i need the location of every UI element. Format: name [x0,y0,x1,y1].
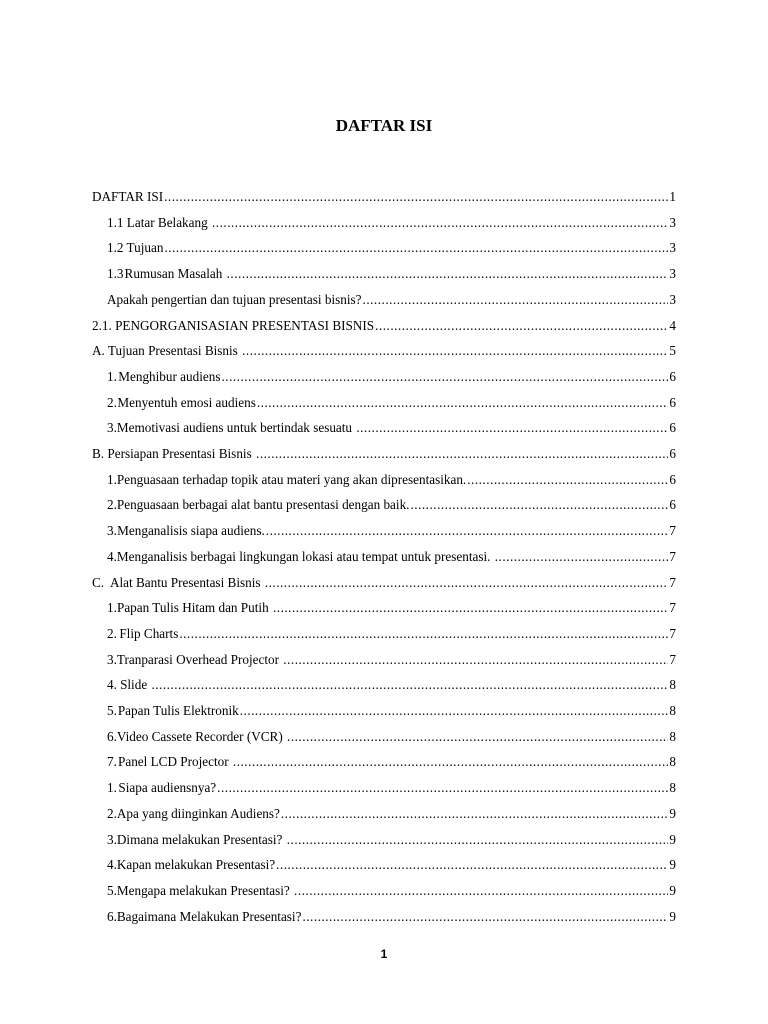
toc-entry-page: 9 [669,831,676,847]
toc-leader-dots [257,394,669,412]
toc-entry-page: 8 [669,754,676,770]
toc-leader-dots [294,882,668,900]
toc-entry-page: 3 [669,240,676,256]
toc-leader-dots [242,342,668,360]
toc-entry[interactable] [107,625,676,643]
toc-entry[interactable] [107,856,676,874]
page-title: DAFTAR ISI [335,116,433,135]
toc-entry-number: 7. [107,754,117,770]
toc-entry-number: 4. [107,677,117,693]
toc-entry[interactable] [92,574,676,592]
toc-leader-dots [302,908,668,926]
toc-leader-dots [212,214,668,232]
toc-entry-label: Flip Charts [119,625,179,641]
toc-entry[interactable] [107,496,676,514]
toc-entry-label: Menyentuh emosi audiens [117,394,256,410]
toc-leader-dots [375,317,668,335]
toc-entry-label: Papan Tulis Hitam dan Putih [116,600,272,616]
toc-entry[interactable] [107,548,676,566]
toc-entry-page: 3 [669,266,676,282]
toc-entry[interactable] [107,882,676,900]
toc-entry[interactable] [107,522,676,540]
toc-entry[interactable] [107,214,676,232]
toc-entry-label: Kapan melakukan Presentasi? [116,857,276,873]
toc-entry-number: 5. [107,703,117,718]
toc-entry[interactable] [92,188,676,206]
toc-entry-label: Bagaimana Melakukan Presentasi? [116,908,302,924]
toc-entry-number: 1. [107,368,117,384]
toc-leader-dots [467,471,668,489]
toc-entry-number: 3. [107,831,117,847]
toc-entry-label: Penguasaan terhadap topik atau materi yang akan dipresentasikan. [116,471,467,487]
toc-leader-dots [276,856,668,874]
toc-leader-dots [495,548,669,566]
toc-entry-page: 9 [669,857,676,873]
toc-leader-dots [233,753,669,771]
toc-entry[interactable] [107,753,676,771]
toc-entry[interactable] [107,394,676,412]
toc-entry-page: 6 [669,394,676,410]
toc-entry-number: 4. [107,548,117,564]
toc-leader-dots [240,702,669,720]
toc-entry-number: 4. [107,857,117,873]
toc-leader-dots [287,728,668,746]
toc-entry[interactable] [92,317,676,335]
toc-leader-dots [265,574,669,592]
toc-leader-dots [151,676,668,694]
toc-leader-dots [281,805,669,823]
toc-entry[interactable] [92,342,676,360]
toc-entry-number: 5. [107,882,117,898]
toc-entry-label: Menganalisis berbagai lingkungan lokasi atau tempat untuk presentasi. [116,548,494,564]
toc-entry-page: 3 [669,291,676,307]
toc-entry-page: 7 [669,625,676,641]
toc-leader-dots [266,522,669,540]
toc-entry[interactable] [107,831,676,849]
toc-entry-page: 5 [669,343,676,359]
toc-entry[interactable] [107,368,676,386]
toc-entry[interactable] [107,805,676,823]
toc-entry-label: Siapa audiensnya? [118,780,217,796]
toc-entry-page: 6 [669,497,676,513]
toc-entry-label: Apa yang diinginkan Audiens? [116,805,280,821]
toc-entry-label: A. Tujuan Presentasi Bisnis [92,343,242,359]
toc-entry-page: 7 [669,600,676,616]
toc-leader-dots [217,779,668,797]
toc-entry[interactable] [107,676,676,694]
toc-entry-number: 2. [107,625,117,641]
toc-entry-label: Mengapa melakukan Presentasi? [116,882,294,898]
toc-entry-label: 1.2 Tujuan [107,240,164,256]
toc-entry-page: 6 [669,471,676,487]
toc-entry-number: 1. [107,600,117,616]
toc-entry-page: 7 [669,651,676,667]
toc-leader-dots [164,239,668,257]
toc-entry-label: DAFTAR ISI [92,189,164,204]
toc-entry[interactable] [107,419,676,437]
toc-entry-label: Panel LCD Projector [118,754,232,770]
toc-entry-label: Menganalisis siapa audiens. [117,523,265,539]
toc-entry-page: 8 [669,780,676,796]
toc-entry-number: 2. [107,805,117,821]
toc-entry-label: 2.1. PENGORGANISASIAN PRESENTASI BISNIS [92,317,375,333]
toc-entry[interactable] [107,239,676,257]
toc-leader-dots [221,368,668,386]
toc-entry[interactable] [107,471,676,489]
toc-entry[interactable] [107,728,676,746]
toc-entry-label: Apakah pengertian dan tujuan presentasi bisnis? [107,291,362,307]
toc-entry-label: 1.1 Latar Belakang [107,214,211,230]
toc-entry[interactable] [107,779,676,797]
toc-entry-page: 9 [669,908,676,924]
toc-entry-label: Video Cassete Recorder (VCR) [116,728,287,744]
toc-entry[interactable] [107,599,676,617]
toc-entry-page: 4 [669,317,676,333]
toc-entry-label: Slide [120,677,151,693]
toc-entry-label: Penguasaan berbagai alat bantu presentasi dengan baik. [116,497,410,513]
toc-entry[interactable] [107,291,676,309]
toc-entry-page: 1 [669,189,676,204]
toc-entry-number: 3. [107,523,117,539]
toc-entry-page: 7 [669,548,676,564]
toc-entry-number: 1. [107,780,117,796]
toc-entry[interactable] [107,702,676,720]
toc-leader-dots [164,188,668,206]
toc-entry-label: C. Alat Bantu Presentasi Bisnis [92,574,264,590]
toc-entry-label: Dimana melakukan Presentasi? [116,831,286,847]
toc-entry-page: 3 [669,214,676,230]
toc-entry-number: 3. [107,420,117,436]
toc-entry-page: 8 [669,677,676,693]
toc-entry-number: 2. [107,394,117,410]
toc-entry-page: 9 [669,882,676,898]
toc-leader-dots [287,831,669,849]
toc-entry-label: Memotivasi audiens untuk bertindak sesuatu [116,420,356,436]
toc-entry-number: 2. [107,497,117,513]
toc-entry-page: 6 [669,420,676,436]
toc-entry-page: 7 [669,523,676,539]
toc-entry[interactable] [107,908,676,926]
toc-leader-dots [273,599,668,617]
toc-entry-label: Tranparasi Overhead Projector [116,651,283,667]
toc-entry-page: 8 [669,728,676,744]
toc-leader-dots [179,625,668,643]
toc-leader-dots [363,291,669,309]
toc-entry-label: Papan Tulis Elektronik [117,703,239,718]
toc-entry-page: 8 [669,703,676,718]
toc-leader-dots [356,419,668,437]
toc-entry-label: B. Persiapan Presentasi Bisnis [92,446,256,461]
toc-entry-number: 6. [107,908,117,924]
toc-leader-dots [283,651,668,669]
toc-entry[interactable] [107,651,676,669]
toc-entry-page: 6 [669,368,676,384]
toc-entry-label: Menghibur audiens [118,368,221,384]
toc-entry-page: 7 [669,574,676,590]
toc-leader-dots [227,265,669,283]
page-number-footer: 1 [380,947,388,961]
toc-entry-page: 9 [669,805,676,821]
toc-leader-dots [256,445,668,463]
toc-entry-page: 6 [669,446,676,461]
toc-entry-number: 1. [107,471,117,487]
toc-entry[interactable] [92,445,676,463]
toc-leader-dots [410,496,668,514]
toc-entry[interactable] [107,265,676,283]
toc-entry-label: Rumusan Masalah [124,266,226,282]
toc-entry-number: 6. [107,728,117,744]
toc-entry-number: 3. [107,651,117,667]
toc-entry-number: 1.3 [107,266,124,282]
